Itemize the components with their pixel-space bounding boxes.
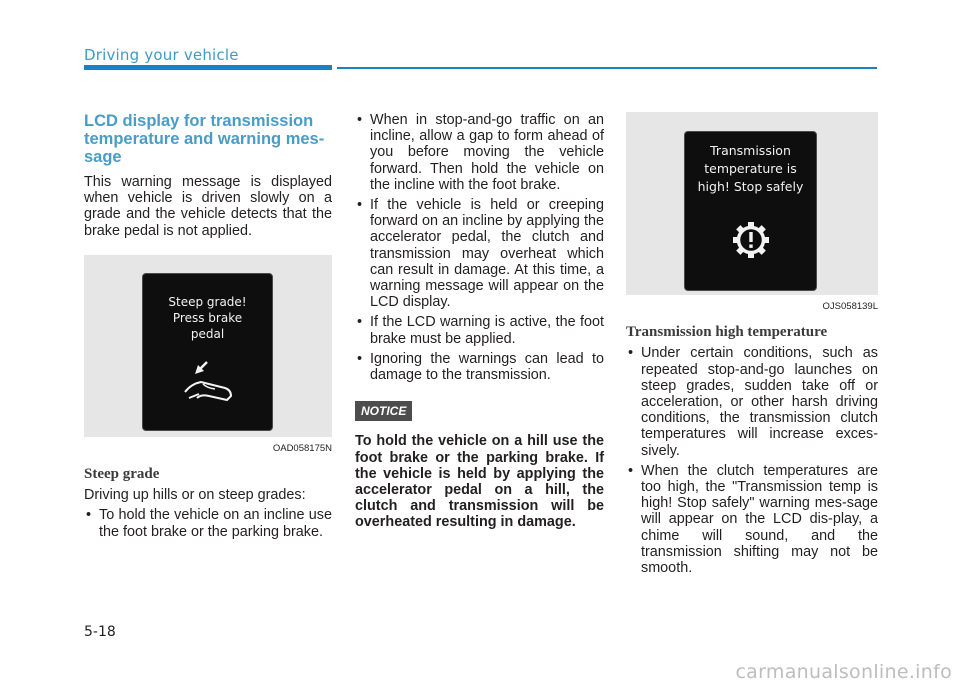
header-rule-thin <box>337 67 877 69</box>
notice-text: To hold the vehicle on a hill use the foot brake or the parking brake. If the vehicle is held by applying the accelerator pedal on a hill, the clutch and transmission will be overheated resulting in damage. <box>355 433 604 531</box>
lcd-message-line: high! Stop safely <box>697 179 804 194</box>
list-item-text: Under certain conditions, such as repeated stop-and-go launches on steep grades, sudden take off or acceleration, or other harsh driving conditions, the transmission clutch temperatures will increase exces-sively. <box>641 345 878 459</box>
list-item-text: Ignoring the warnings can lead to damage to the transmission. <box>370 350 604 384</box>
list-item-text: If the LCD warning is active, the foot brake must be applied. <box>370 314 604 347</box>
intro-paragraph: This warning message is displayed when vehicle is driven slowly on a grade and the vehicle detects that the brake pedal is not applied. <box>84 174 332 239</box>
list-item: • To hold the vehicle on an incline use the foot brake or the parking brake. <box>86 507 332 540</box>
subheading-transmission-high-temp: Transmission high temperature <box>626 324 828 341</box>
list-item-text: When in stop-and-go traffic on an incline, allow a gap to form ahead of you before moving the vehicle forward. Then hold the vehicle on the incline with the foot brake. <box>370 112 604 193</box>
notice-badge: NOTICE <box>355 401 412 421</box>
section-heading: LCD display for transmission temperature and warning mes-sage <box>84 112 325 166</box>
lcd-message <box>685 142 816 196</box>
watermark-text: carmanualsonline.info <box>735 661 952 683</box>
transmission-gear-warning-icon <box>732 221 770 263</box>
bullet-list <box>626 345 878 576</box>
lcd-message-line: Transmission <box>710 143 791 158</box>
lcd-message <box>143 294 272 342</box>
subheading-steep-grade: Steep grade <box>84 466 160 483</box>
list-item-text: If the vehicle is held or creeping forward on an incline by applying the accelerator pedal, the clutch and transmission may overheat which can result in damage. At this time, a warning message will appear on the LCD display. <box>370 197 604 311</box>
bullet-list <box>355 112 604 383</box>
list-item: • When the clutch temperatures are too high, the "Transmission temp is high! Stop safely" warning mes-sage will appear on the LCD dis-play, a chime will sound, and the transmission shifting may not be smooth. <box>628 462 878 577</box>
bullet-list <box>84 507 332 539</box>
figure-code: OJS058139L <box>822 301 878 312</box>
section-header-title: Driving your vehicle <box>84 46 239 64</box>
brake-pedal-icon <box>179 358 239 412</box>
lcd-screen <box>684 131 817 291</box>
lcd-figure-transmission-temp <box>626 112 878 295</box>
list-item: • If the LCD warning is active, the foot brake must be applied. <box>357 314 604 347</box>
lcd-message-line: Steep grade! <box>168 294 247 309</box>
list-item-text: When the clutch temperatures are too high, the "Transmission temp is high! Stop safely" warning mes-sage will appear on the LCD dis-play, a chime will sound, and the transmission shifting may not be smooth. <box>641 462 878 577</box>
lcd-message-line: pedal <box>190 326 225 341</box>
lcd-message-line: temperature is <box>704 161 797 176</box>
lead-paragraph: Driving up hills or on steep grades: <box>84 487 306 504</box>
column-middle <box>355 112 604 531</box>
figure-code: OAD058175N <box>272 442 332 454</box>
list-item: • If the vehicle is held or creeping forward on an incline by applying the accelerator pedal, the clutch and transmission may overheat which can result in damage. At this time, a warning message will appear on the LCD display. <box>357 197 604 311</box>
column-left <box>84 112 332 544</box>
list-item: • Ignoring the warnings can lead to damage to the transmission. <box>357 350 604 384</box>
list-item: • Under certain conditions, such as repeated stop-and-go launches on steep grades, sudden take off or acceleration, or other harsh driving conditions, the transmission clutch temperatures will increase exces-sively. <box>628 345 878 459</box>
lcd-message-line: Press brake <box>172 310 243 325</box>
lcd-figure-steep-grade <box>84 255 332 437</box>
list-item-text: To hold the vehicle on an incline use the foot brake or the parking brake. <box>99 507 332 540</box>
column-right <box>626 112 878 580</box>
page-number: 5-18 <box>84 624 116 640</box>
lcd-screen <box>142 273 273 431</box>
header-rule-thick <box>84 65 332 70</box>
list-item: • When in stop-and-go traffic on an incline, allow a gap to form ahead of you before moving the vehicle forward. Then hold the vehicle on the incline with the foot brake. <box>357 112 604 193</box>
